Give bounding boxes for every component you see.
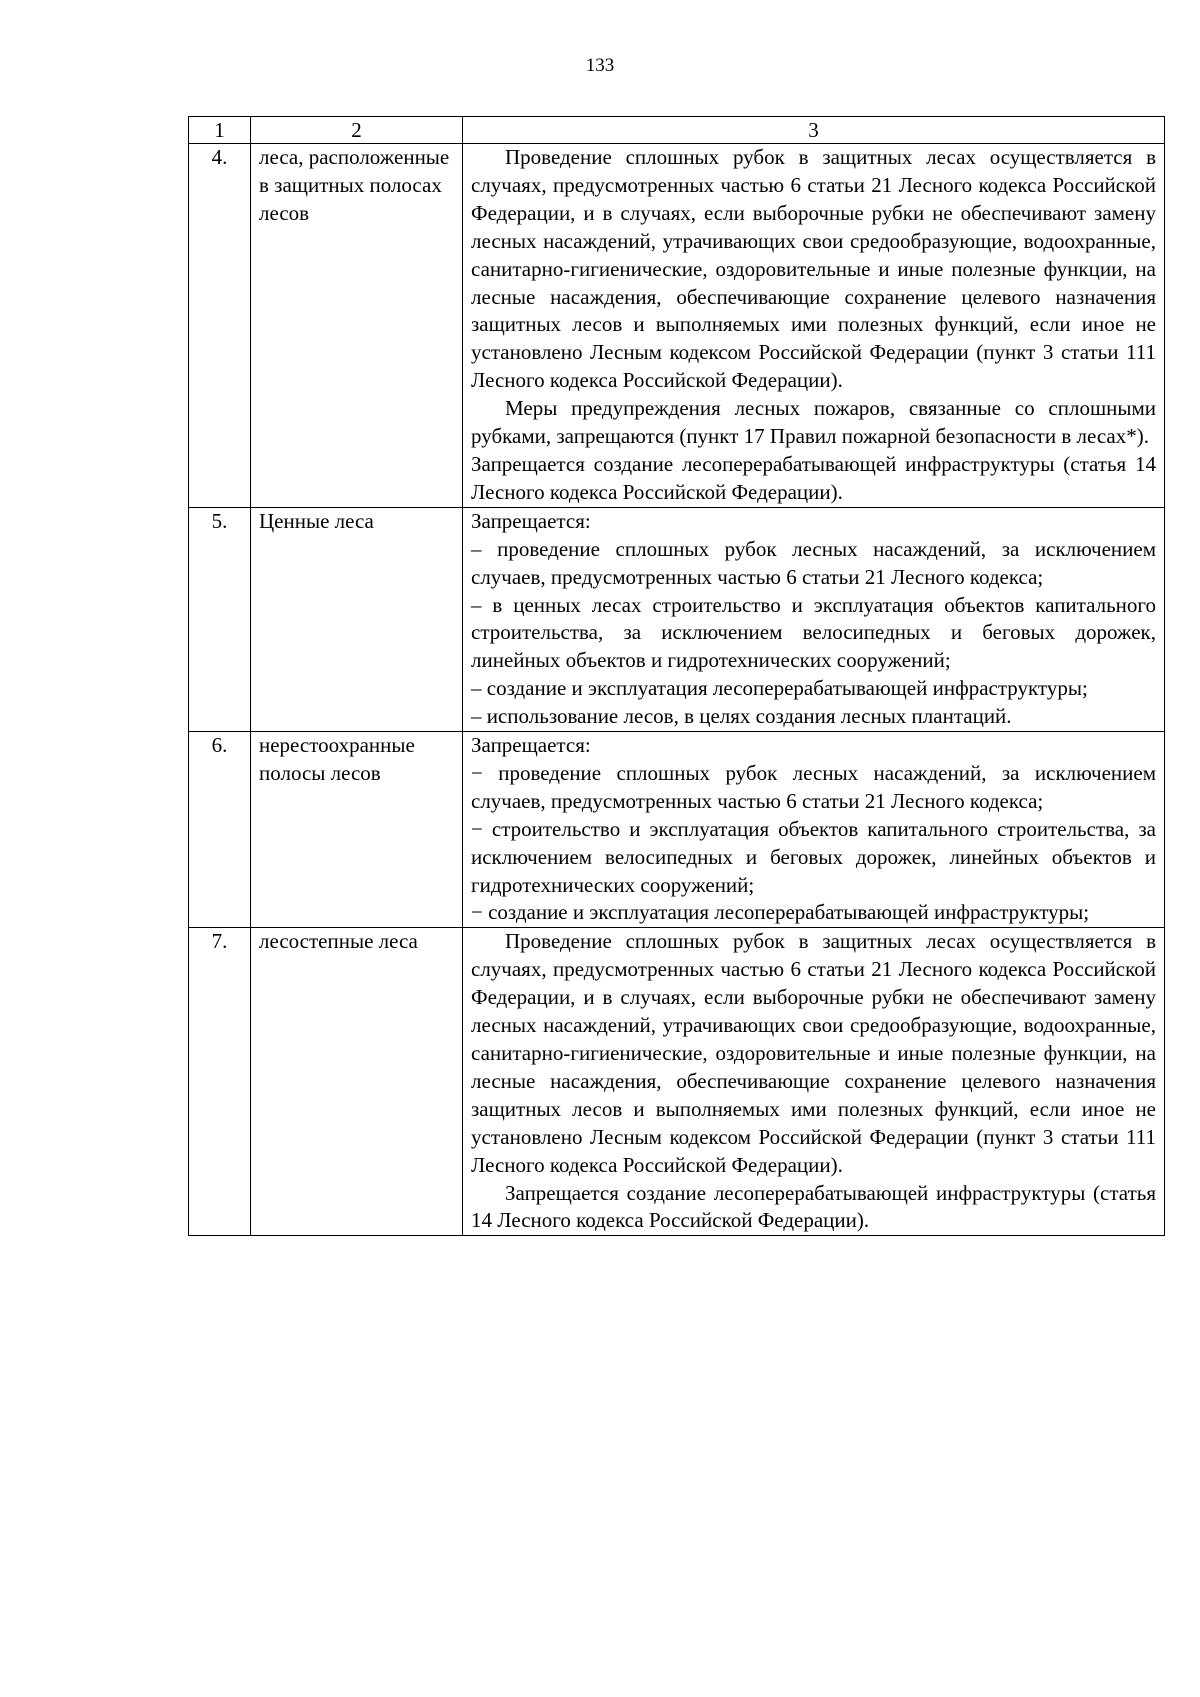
paragraph: Проведение сплошных рубок в защитных лесах осуществляется в случаях, предусмотренных частью 6 статьи 21 Лесного кодекса Российской Федерации, и в случаях, если выборочные рубки не обеспечивают замену лесных насаждений, утрачивающих свои средообразующие, водоохранные, санитарно-гигиенические, оздоровительные и иные полезные функции, на лесные насаждения, обеспечивающие сохранение целевого назначения защитных лесов и выполняемых ими полезных функций, если иное не установлено Лесным кодексом Российской Федерации (пункт 3 статьи 111 Лесного кодекса Российской Федерации). — [471, 145, 1156, 393]
header-col-2: 2 — [251, 117, 463, 144]
row-number: 4. — [189, 144, 251, 508]
table-row — [189, 144, 1165, 508]
regulations-table — [188, 116, 1165, 1236]
table-row — [189, 928, 1165, 1236]
paragraph: Запрещается создание лесоперерабатывающей инфраструктуры (статья 14 Лесного кодекса Российской Федерации). — [471, 1180, 1156, 1233]
list-item: – в ценных лесах строительство и эксплуатация объектов капитального строительства, за исключением велосипедных и беговых дорожек, линейных объектов и гидротехнических сооружений; — [471, 592, 1156, 673]
table-header-row — [189, 117, 1165, 144]
paragraph: Запрещается: — [471, 733, 591, 758]
page-number: 133 — [585, 55, 615, 76]
header-col-3: 3 — [463, 117, 1165, 144]
list-item: – проведение сплошных рубок лесных насаждений, за исключением случаев, предусмотренных частью 6 статьи 21 Лесного кодекса; — [471, 536, 1156, 589]
forest-category-name: Ценные леса — [251, 507, 463, 731]
row-number: 5. — [189, 507, 251, 731]
regulation-text — [463, 507, 1165, 731]
paragraph: Запрещается создание лесоперерабатывающей инфраструктуры (статья 14 Лесного кодекса Российской Федерации). — [471, 451, 1156, 504]
row-number: 6. — [189, 732, 251, 928]
table-row — [189, 732, 1165, 928]
list-item: − создание и эксплуатация лесоперерабатывающей инфраструктуры; — [471, 900, 1090, 925]
paragraph: Проведение сплошных рубок в защитных лесах осуществляется в случаях, предусмотренных частью 6 статьи 21 Лесного кодекса Российской Федерации, и в случаях, если выборочные рубки не обеспечивают замену лесных насаждений, утрачивающих свои средообразующие, водоохранные, санитарно-гигиенические, оздоровительные и иные полезные функции, на лесные насаждения, обеспечивающие сохранение целевого назначения защитных лесов и выполняемых ими полезных функций, если иное не установлено Лесным кодексом Российской Федерации (пункт 3 статьи 111 Лесного кодекса Российской Федерации). — [471, 929, 1156, 1177]
forest-category-name: леса, расположенные в защитных полосах лесов — [251, 144, 463, 508]
paragraph: Запрещается: — [471, 508, 591, 533]
regulation-text — [463, 144, 1165, 508]
list-item: − проведение сплошных рубок лесных насаждений, за исключением случаев, предусмотренных частью 6 статьи 21 Лесного кодекса; — [471, 760, 1156, 813]
regulation-text — [463, 928, 1165, 1236]
row-number: 7. — [189, 928, 251, 1236]
regulation-text — [463, 732, 1165, 928]
list-item: – создание и эксплуатация лесоперерабатывающей инфраструктуры; — [471, 676, 1088, 701]
forest-category-name: нерестоохранные полосы лесов — [251, 732, 463, 928]
paragraph: Меры предупреждения лесных пожаров, связанные со сплошными рубками, запрещаются (пункт 17 Правил пожарной безопасности в лесах*). — [471, 396, 1156, 449]
list-item: – использование лесов, в целях создания лесных плантаций. — [471, 704, 1012, 729]
forest-category-name: лесостепные леса — [251, 928, 463, 1236]
table-row — [189, 507, 1165, 731]
header-col-1: 1 — [189, 117, 251, 144]
list-item: − строительство и эксплуатация объектов капитального строительства, за исключением велосипедных и беговых дорожек, линейных объектов и гидротехнических сооружений; — [471, 816, 1156, 897]
